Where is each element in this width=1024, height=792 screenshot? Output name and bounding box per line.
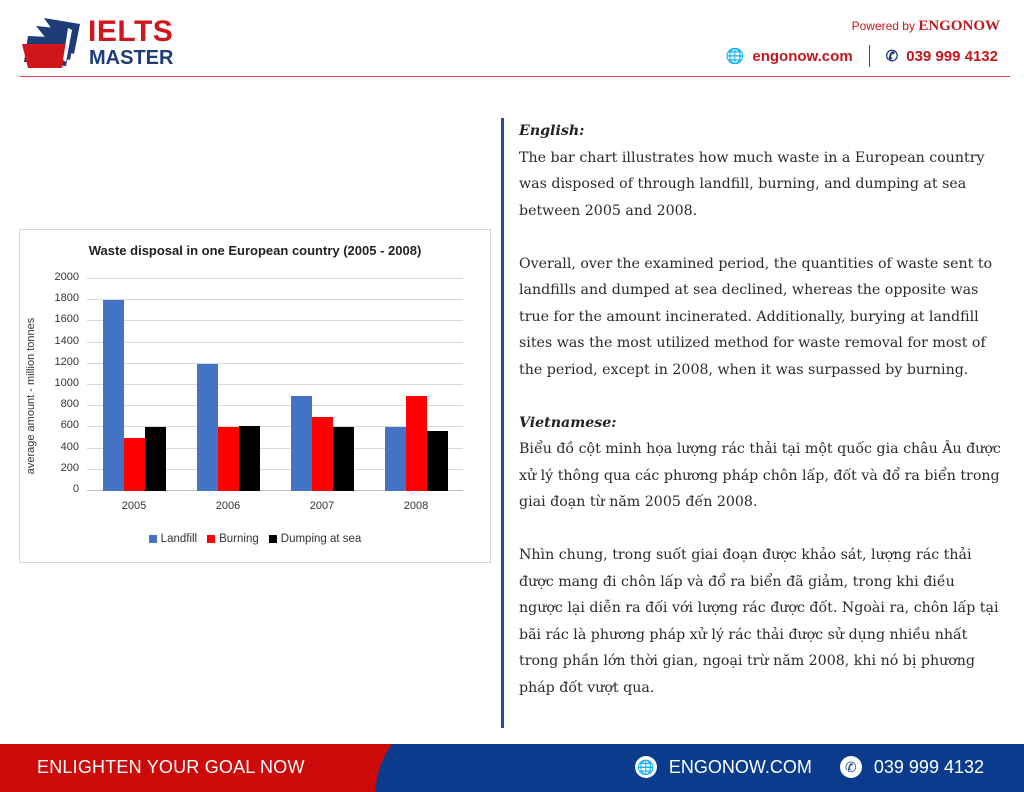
bar-landfill-2008 [385, 427, 406, 491]
logo-title: IELTS [88, 15, 174, 48]
footer-website-link[interactable]: ENGONOW.COM [668, 756, 812, 777]
footer-phone-link[interactable]: 039 999 4132 [873, 756, 984, 777]
bar-chart [19, 229, 491, 563]
bar-landfill-2005 [103, 300, 124, 491]
powered-prefix: Powered by [851, 19, 915, 33]
english-paragraph-1: The bar chart illustrates how much waste in a European country was disposed of through landfill, burning, and dumping at sea between 2005 and 2008. [519, 149, 985, 219]
legend-item [269, 533, 362, 545]
legend-swatch-icon [149, 535, 157, 543]
y-tick-label: 2000 [54, 271, 79, 283]
bar-dumping-at-sea-2006 [239, 426, 260, 491]
gridline [87, 320, 463, 321]
gridline [87, 363, 463, 364]
bar-dumping-at-sea-2005 [145, 427, 166, 491]
x-tick-label: 2005 [121, 500, 147, 512]
bar-burning-2007 [312, 417, 333, 491]
legend-label: Dumping at sea [280, 533, 362, 545]
y-tick-label: 200 [60, 461, 79, 474]
legend-label: Burning [219, 533, 259, 545]
gridline [87, 278, 463, 279]
phone-icon: ✆ [885, 48, 899, 65]
bar-burning-2008 [406, 396, 427, 491]
bar-landfill-2006 [197, 364, 218, 491]
footer [0, 744, 1024, 792]
footer-slogan: ENLIGHTEN YOUR GOAL NOW [37, 757, 305, 777]
y-tick-label: 600 [60, 419, 79, 432]
gridline [87, 342, 463, 343]
bar-dumping-at-sea-2008 [427, 431, 448, 491]
logo-subtitle: MASTER [89, 47, 174, 69]
y-tick-label: 400 [60, 440, 79, 453]
vietnamese-heading: Vietnamese: [519, 414, 617, 431]
bar-dumping-at-sea-2007 [333, 427, 354, 491]
y-tick-label: 1600 [54, 313, 79, 326]
divider [869, 45, 870, 67]
legend-swatch-icon [207, 535, 215, 543]
x-tick-label: 2007 [309, 500, 335, 512]
phone-icon: ✆ [840, 756, 862, 778]
globe-cursor-icon: 🌐 [725, 48, 745, 65]
legend-label: Landfill [160, 533, 198, 545]
header-phone-link[interactable]: 039 999 4132 [906, 47, 998, 65]
y-tick-label: 1400 [54, 334, 79, 347]
header [0, 0, 1024, 78]
chart-legend [20, 533, 490, 545]
book-logo-icon [22, 16, 84, 68]
gridline [87, 384, 463, 385]
english-heading: English: [519, 123, 585, 139]
y-tick-label: 0 [72, 483, 79, 495]
x-tick-label: 2008 [403, 500, 429, 512]
engonow-brand: ENGONOW [918, 18, 1000, 34]
bar-landfill-2007 [291, 396, 312, 491]
footer-curve [375, 744, 495, 792]
y-tick-label: 1000 [54, 377, 79, 389]
plot-area [54, 271, 463, 512]
description-panel [501, 118, 1001, 728]
legend-item [207, 533, 259, 545]
gridline [87, 299, 463, 300]
header-contact [726, 45, 998, 67]
bar-burning-2006 [218, 427, 239, 491]
ielts-master-logo[interactable] [22, 14, 202, 70]
english-paragraph-2: Overall, over the examined period, the quantities of waste sent to landfills and dumped at sea declined, whereas the opposite was true for the amount incinerated. Additionally, burying at landfill sites was the most utilized method for waste removal for most of the period, except in 2008, when it was surpassed by burning. [519, 255, 993, 378]
vietnamese-paragraph-2: Nhìn chung, trong suốt giai đoạn được khảo sát, lượng rác thải được mang đi chôn lấp và đổ ra biển đã giảm, trong khi điều ngược lại diễn ra đối với lượng rác được đốt. Ngoài ra, chôn lấp tại bãi rác là phương pháp xử lý rác thải được sử dụng nhiều nhất trong phần lớn thời gian, ngoại trừ năm 2008, khi nó bị phương pháp đốt vượt qua. [519, 547, 999, 696]
header-website-link[interactable]: engonow.com [752, 47, 853, 65]
y-axis-label: average amount - million tonnes [25, 317, 37, 475]
y-tick-label: 1200 [54, 355, 79, 368]
globe-icon: 🌐 [635, 756, 657, 778]
x-tick-label: 2006 [215, 500, 241, 512]
y-tick-label: 1800 [54, 292, 79, 305]
vietnamese-paragraph-1: Biểu đồ cột minh họa lượng rác thải tại một quốc gia châu Âu được xử lý thông qua các phương pháp chôn lấp, đốt và đổ ra biển trong giai đoạn từ năm 2005 đến 2008. [519, 441, 1001, 510]
footer-contact [635, 756, 984, 778]
legend-item [149, 533, 197, 545]
bar-burning-2005 [124, 438, 145, 491]
powered-by [852, 18, 1000, 35]
legend-swatch-icon [269, 535, 277, 543]
y-tick-label: 800 [60, 398, 79, 411]
chart-title: Waste disposal in one European country (2005 - 2008) [88, 243, 422, 258]
header-divider [20, 76, 1010, 77]
